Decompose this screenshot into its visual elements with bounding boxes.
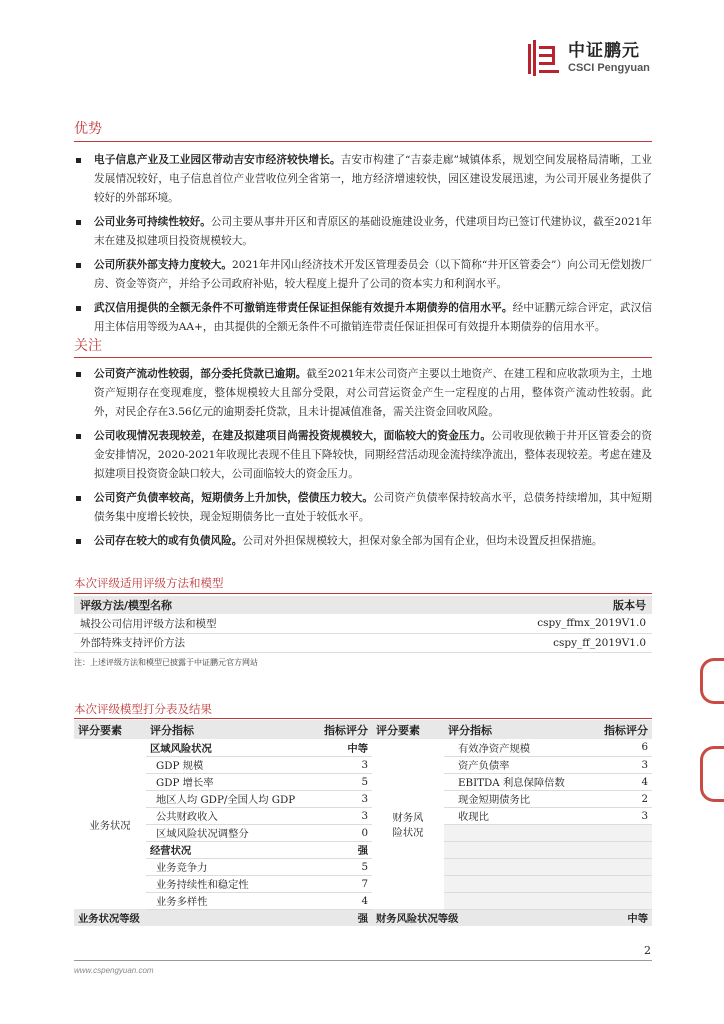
- concerns-list: [74, 365, 652, 551]
- method-table-note: 注：上述评级方法和模型已披露于中证鹏元官方网站: [74, 658, 258, 667]
- list-item: 公司资产流动性较弱，部分委托贷款已逾期。截至2021年末公司资产主要以土地资产、在建工程和应收款项为主，土地资产短期存在变现难度，整体规模较大且部分受限，对公司营运资金产生一定程度的占用，整体资产流动性较弱。此外，对民企存在3.56亿元的逾期委托贷款，且未计提减值准备，需关注资金回收风险。: [74, 365, 652, 422]
- table-row: 区域风险状况调整分 0: [74, 824, 652, 841]
- list-item: 武汉信用提供的全额无条件不可撤销连带责任保证担保能有效提升本期债券的信用水平。经中证鹏元综合评定，武汉信用主体信用等级为AA+，由其提供的全额无条件不可撤销连带责任保证担保可有效提升本期债券的信用水平。: [74, 299, 652, 337]
- table-row: 地区人均 GDP/全国人均 GDP 3 现金短期债务比 2: [74, 790, 652, 807]
- method-col-name: 评级方法/模型名称: [74, 596, 393, 614]
- table-row: 业务持续性和稳定性 7: [74, 875, 652, 892]
- score-table-divider: [74, 718, 652, 719]
- right-factor-cell: 财务风险状况: [392, 812, 424, 839]
- bullet-icon: [76, 158, 81, 163]
- table-row: 业务竞争力 5: [74, 858, 652, 875]
- method-table-divider: [74, 593, 652, 594]
- bullet-icon: [76, 220, 81, 225]
- bullet-icon: [76, 434, 81, 439]
- score-table-title: 本次评级模型打分表及结果: [74, 702, 212, 716]
- stamp-fragment-icon: [700, 746, 724, 802]
- bullet-icon: [76, 263, 81, 268]
- list-item: 公司存在较大的或有负债风险。公司对外担保规模较大，担保对象全部为国有企业，但均未设置反担保措施。: [74, 532, 652, 551]
- table-row: 业务状况 区域风险状况 中等 财务风险状况 有效净资产规模 6: [74, 739, 652, 756]
- score-table: 评分要素 评分指标 指标评分 评分要素 评分指标 指标评分 业务状况 区域风险状况 中等 财务风险状况 有效净资产规模 6 GDP 规模 3 资产负债率 3 GDP 增长率 5 EBITDA 利息保障倍数 4 地区人均 GDP/全国人均 GDP 3 现金短期债务比 2 公共财政收入 3 收现比 3 区域风险状况调整分 0 经营状况 强 业务竞争力 5 业务持续性和稳定性 7 业务多样性 4 业务状况等级 强 财务风险状况等级 中等: [74, 720, 652, 926]
- bullet-icon: [76, 372, 81, 377]
- page-number: 2: [644, 944, 651, 957]
- table-row: 公共财政收入 3 收现比 3: [74, 807, 652, 824]
- table-row: GDP 增长率 5 EBITDA 利息保障倍数 4: [74, 773, 652, 790]
- total-row: 业务状况等级 强 财务风险状况等级 中等: [74, 909, 652, 926]
- strengths-divider: [74, 141, 652, 142]
- list-item: 公司收现情况表现较差，在建及拟建项目尚需投资规模较大，面临较大的资金压力。公司收现依赖于井开区管委会的资金安排情况，2020-2021年收现比表现不佳且下降较快，同期经营活动现金流持续净流出，整体表现较差。考虑在建及拟建项目投资资金缺口较大，公司面临较大的资金压力。: [74, 427, 652, 484]
- method-col-version: 版本号: [393, 596, 652, 614]
- bullet-icon: [76, 539, 81, 544]
- logo-name-cn: 中证鹏元: [568, 41, 640, 61]
- list-item: 公司业务可持续性较好。公司主要从事井开区和青原区的基础设施建设业务，代建项目均已签订代建协议，截至2021年末在建及拟建项目投资规模较大。: [74, 213, 652, 251]
- strengths-list: [74, 151, 652, 337]
- bullet-icon: [76, 496, 81, 501]
- table-row: GDP 规模 3 资产负债率 3: [74, 756, 652, 773]
- strengths-heading: 优势: [74, 121, 102, 137]
- method-table-title: 本次评级适用评级方法和模型: [74, 576, 224, 590]
- table-row: 业务多样性 4: [74, 892, 652, 909]
- method-table: [74, 596, 652, 653]
- table-row: 经营状况 强: [74, 841, 652, 858]
- company-logo: [528, 40, 650, 76]
- logo-mark-icon: [528, 40, 560, 76]
- left-factor-cell: 业务状况: [89, 819, 131, 832]
- list-item: 公司资产负债率较高，短期债务上升加快，偿债压力较大。公司资产负债率保持较高水平，总债务持续增加，其中短期债务集中度增长较快，现金短期债务比一直处于较低水平。: [74, 489, 652, 527]
- bullet-icon: [76, 306, 81, 311]
- table-row: 外部特殊支持评价方法 cspy_ff_2019V1.0: [74, 633, 652, 652]
- list-item: 电子信息产业及工业园区带动吉安市经济较快增长。吉安市构建了“吉泰走廊”城镇体系，规划空间发展格局清晰，工业发展情况较好，电子信息首位产业营收位列全省第一，地方经济增速较快，园区建设发展迅速，为公司开展业务提供了较好的外部环境。: [74, 151, 652, 208]
- list-item: 公司所获外部支持力度较大。2021年井冈山经济技术开发区管理委员会（以下简称“井开区管委会”）向公司无偿划拨厂房、资金等资产，并给予公司政府补贴，较大程度上提升了公司的资本实力和利润水平。: [74, 256, 652, 294]
- footer-divider: [74, 960, 652, 961]
- concerns-divider: [74, 357, 652, 358]
- stamp-fragment-icon: [700, 658, 724, 704]
- logo-name-en: CSCI Pengyuan: [568, 62, 650, 74]
- concerns-heading: 关注: [74, 338, 102, 354]
- footer-url: www.cspengyuan.com: [74, 966, 154, 975]
- table-row: 城投公司信用评级方法和模型 cspy_ffmx_2019V1.0: [74, 614, 652, 633]
